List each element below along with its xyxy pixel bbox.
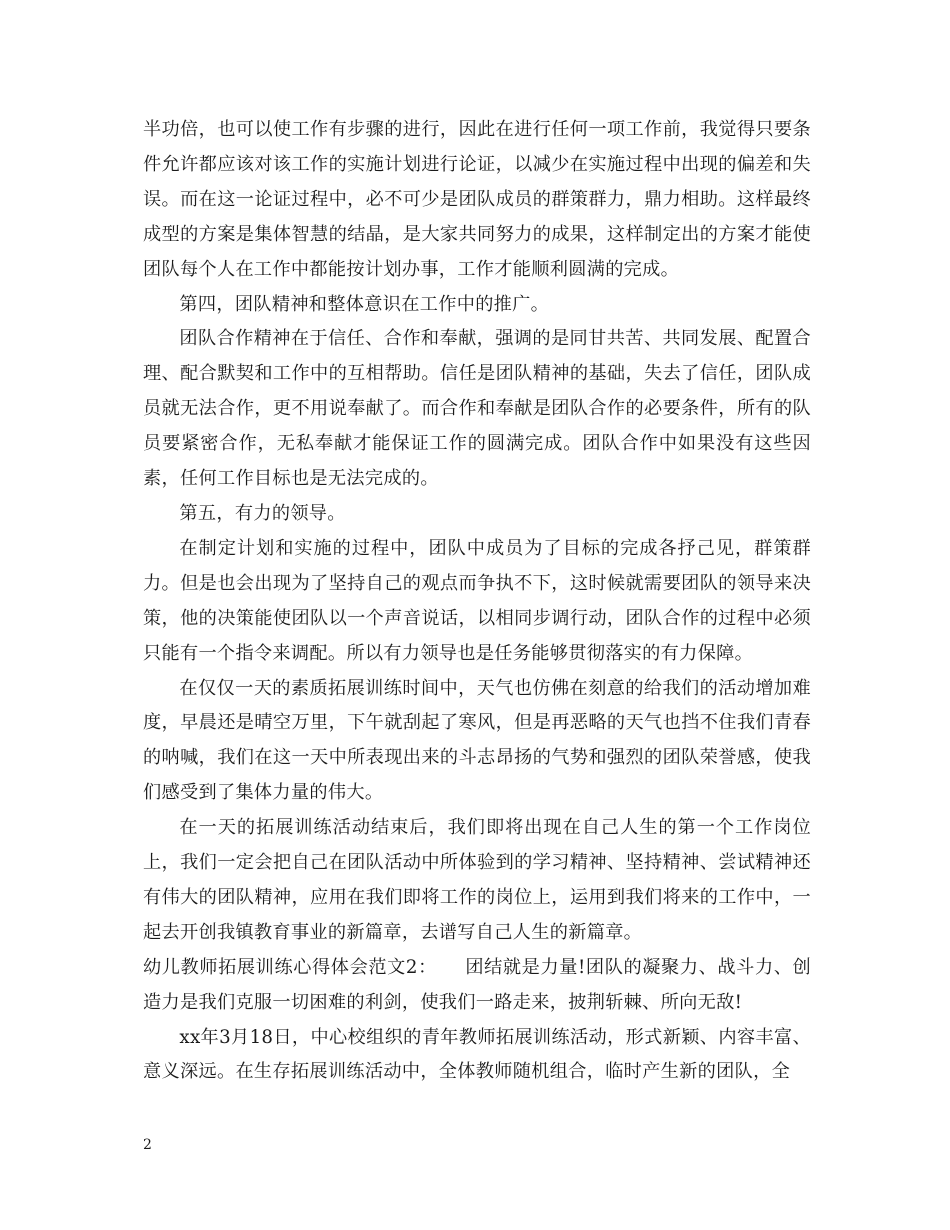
paragraph-event-date: xx年3月18日，中心校组织的青年教师拓展训练活动，形式新颖、内容丰富、意义深远。在生存拓展训练活动中，全体教师随机组合，临时产生新的团队，全 (143, 1026, 811, 1083)
paragraph-conclusion: 在一天的拓展训练活动结束后，我们即将出现在自己人生的第一个工作岗位上，我们一定会把自己在团队活动中所体验到的学习精神、坚持精神、尝试精神还有伟大的团队精神，应用在我们即将工作的岗位上，运用到我们将来的工作中，一起去开创我镇教育事业的新篇章，去谱写自己人生的新篇章。 (143, 817, 811, 943)
paragraph-continuation: 半功倍，也可以使工作有步骤的进行，因此在进行任何一项工作前，我觉得只要条件允许都应该对该工作的实施计划进行论证，以减少在实施过程中出现的偏差和失误。而在这一论证过程中，必不可少是团队成员的群策群力，鼎力相助。这样最终成型的方案是集体智慧的结晶，是大家共同努力的成果，这样制定出的方案才能使团队每个人在工作中都能按计划办事，工作才能顺利圆满的完成。 (143, 119, 811, 280)
paragraph-heading-fifth: 第五，有力的领导。 (179, 502, 346, 524)
page-number: 2 (143, 1137, 152, 1153)
paragraph-heading-fourth: 第四，团队精神和整体意识在工作中的推广。 (179, 293, 550, 315)
paragraph-weather: 在仅仅一天的素质拓展训练时间中，天气也仿佛在刻意的给我们的活动增加难度，早晨还是晴空万里，下午就刮起了寒风，但是再恶略的天气也挡不住我们青春的呐喊，我们在这一天中所表现出来的斗志昂扬的气势和强烈的团队荣誉感，使我们感受到了集体力量的伟大。 (143, 677, 811, 804)
document-body (143, 113, 811, 1090)
paragraph-sample-two: 幼儿教师拓展训练心得体会范文2： 团结就是力量!团队的凝聚力、战斗力、创造力是我们克服一切困难的利剑，使我们一路走来，披荆斩棘、所向无敌! (143, 956, 811, 1013)
paragraph-leadership: 在制定计划和实施的过程中，团队中成员为了目标的完成各抒己见，群策群力。但是也会出现为了坚持自己的观点而争执不下，这时候就需要团队的领导来决策，他的决策能使团队以一个声音说话，以相同步调行动，团队合作的过程中必须只能有一个指令来调配。所以有力领导也是任务能够贯彻落实的有力保障。 (143, 537, 811, 664)
paragraph-team-spirit: 团队合作精神在于信任、合作和奉献，强调的是同甘共苦、共同发展、配置合理、配合默契和工作中的互相帮助。信任是团队精神的基础，失去了信任，团队成员就无法合作，更不用说奉献了。而合作和奉献是团队合作的必要条件，所有的队员要紧密合作，无私奉献才能保证工作的圆满完成。团队合作中如果没有这些因素，任何工作目标也是无法完成的。 (143, 328, 811, 490)
